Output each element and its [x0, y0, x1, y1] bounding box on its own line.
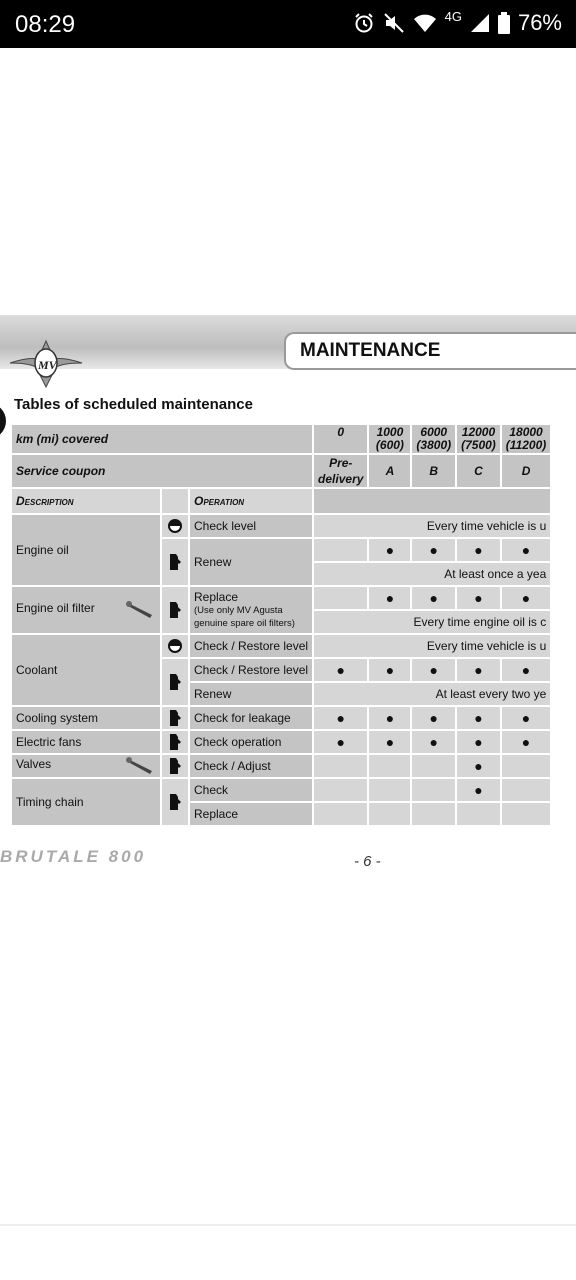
km-label: km (mi) covered: [12, 425, 312, 453]
interval-km-2: 6000 (3800): [412, 425, 455, 453]
manual-page[interactable]: [0, 315, 576, 875]
interval-km-0: 0: [314, 425, 367, 453]
footer-brand-logo: BRUTALE 800: [0, 847, 147, 866]
table-row: Cooling system Check for leakage ● ● ● ● ●: [12, 707, 550, 729]
signal-icon: [470, 13, 490, 33]
battery-icon: [498, 12, 510, 34]
page-number: - 6 -: [354, 853, 381, 870]
note-every-time-oil: Every time engine oil is c: [314, 611, 550, 633]
coupon-2: B: [412, 455, 455, 487]
wrench-icon: [124, 755, 156, 775]
note-once-a-year: At least once a yea: [314, 563, 550, 585]
op-replace: Replace: [194, 590, 239, 604]
note-every-time: Every time vehicle is u: [314, 515, 550, 537]
row-desc-engine-oil: Engine oil: [12, 515, 160, 585]
coupon-1: A: [369, 455, 410, 487]
table-row: Check / Restore level ● ● ● ● ●: [12, 659, 550, 681]
wrench-icon: [124, 599, 156, 619]
oil-can-icon: [167, 672, 183, 692]
table-row: Valves Check / Adjust ●: [12, 755, 550, 777]
table-row: Engine oil filter Replace (Use only MV Agusta genuine spare oil filters) ● ● ● ●: [12, 587, 550, 609]
oil-can-icon: [167, 600, 183, 620]
table-row: [12, 515, 550, 537]
maintenance-table: [10, 423, 552, 827]
network-type: 4G: [444, 8, 462, 24]
section-marker: [0, 403, 6, 439]
op-renew: Renew: [190, 539, 312, 585]
col-operation: Operation: [190, 489, 312, 513]
svg-text:MV: MV: [38, 358, 57, 372]
check-level-icon: [167, 518, 183, 534]
col-description: Description: [12, 489, 160, 513]
interval-km-3: 12000 (7500): [457, 425, 500, 453]
coupon-0: Pre-delivery: [314, 455, 367, 487]
coupon-3: C: [457, 455, 500, 487]
row-desc-coolant: Coolant: [12, 635, 160, 705]
header-title: MAINTENANCE: [300, 340, 441, 361]
table-row: Renew At least every two ye: [12, 683, 550, 705]
status-bar: [0, 0, 576, 48]
row-desc-engine-oil-filter: Engine oil filter: [16, 601, 95, 615]
coupon-4: D: [502, 455, 550, 487]
check-level-icon: [167, 638, 183, 654]
table-row: Electric fans Check operation ● ● ● ● ●: [12, 731, 550, 753]
table-row: Timing chain Check ●: [12, 779, 550, 801]
battery-percent: 76%: [517, 10, 562, 35]
coupon-label: Service coupon: [12, 455, 312, 487]
wifi-icon: [413, 12, 437, 34]
status-time: 08:29: [15, 11, 76, 38]
oil-can-icon: [167, 792, 183, 812]
mv-agusta-logo: [8, 333, 84, 389]
op-check-level: Check level: [190, 515, 312, 537]
header-title-box: [284, 332, 576, 370]
table-row: Replace: [12, 803, 550, 825]
section-subtitle: Tables of scheduled maintenance: [14, 396, 253, 413]
oil-can-icon: [167, 732, 183, 752]
oil-can-icon: [167, 708, 183, 728]
table-row: Renew ● ● ● ●: [12, 539, 550, 561]
mute-icon: [383, 12, 405, 34]
interval-km-4: 18000 (11200): [502, 425, 550, 453]
status-icons: [353, 10, 562, 36]
interval-km-1: 1000 (600): [369, 425, 410, 453]
oil-can-icon: [167, 756, 183, 776]
table-row: Coolant Check / Restore level Every time vehicle is u: [12, 635, 550, 657]
bottom-divider: [0, 1224, 576, 1226]
alarm-icon: [353, 12, 375, 34]
oil-can-icon: [167, 552, 183, 572]
